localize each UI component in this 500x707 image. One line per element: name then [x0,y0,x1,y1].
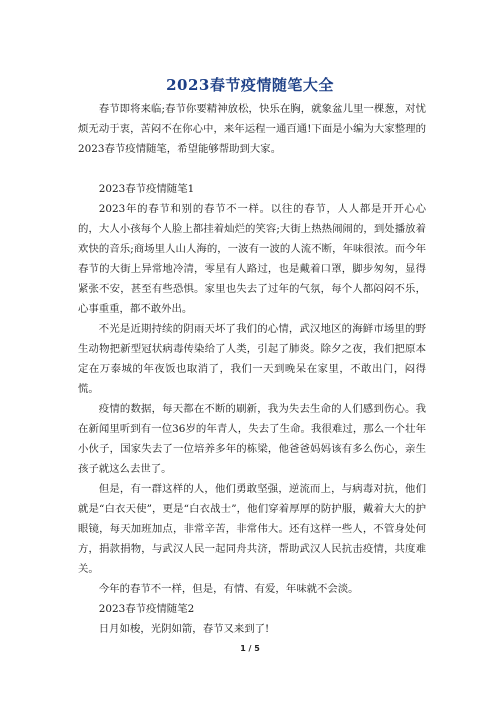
section1-paragraph-2: 不光是近期持续的阴雨天坏了我们的心情，武汉地区的海鲜市场里的野生动物把新型冠状病毒传染给了人类，引起了肺炎。除夕之夜，我们把原本定在万泰城的年夜饭也取消了，我们一天到晚呆在家里，不敢出门，闷得慌。 [78,323,426,395]
section2-paragraph-1: 日月如梭，光阴如箭，春节又来到了! [98,623,270,635]
section1-paragraph-3: 疫情的数据，每天都在不断的刷新，我为失去生命的人们感到伤心。我在新闻里听到有一位36岁的年青人，失去了生命。我很难过，那么一个壮年小伙子，国家失去了一位培养多年的栋梁，他爸爸妈妈该有多么伤心，亲生孩子就这么去世了。 [78,403,426,475]
section1-paragraph-1: 2023年的春节和别的春节不一样。以往的春节，人人都是开开心心的，大人小孩每个人脸上都挂着灿烂的笑容;大街上热热闹闹的，到处播放着欢快的音乐;商场里人山人海的，一波有一波的人流不断，年味很浓。而今年春节的大街上异常地冷清，零星有人路过，也是戴着口罩，脚步匆匆，显得紧张不安，甚至有些恐惧。家里也失去了过年的气氛，每个人都闷闷不乐，心事重重，都不敢外出。 [78,203,426,315]
section-heading-2: 2023春节疫情随笔2 [98,603,195,615]
intro-paragraph: 春节即将来临;春节你要精神放松，快乐在胸，就象盆儿里一棵葱，对忧烦无动于衷，苦闷不在你心中，来年运程一通百通!下面是小编为大家整理的2023春节疫情随笔，希望能够帮助到大家。 [78,103,426,155]
document-title: 2023春节疫情随笔大全 [166,76,334,94]
page-number: 1 / 5 [240,644,260,653]
section1-paragraph-5: 今年的春节不一样，但是，有情、有爱，年味就不会淡。 [98,583,359,595]
document-body [78,99,426,639]
section1-paragraph-4: 但是，有一群这样的人，他们勇敢坚强，逆流而上，与病毒对抗，他们就是“白衣天使”，更是“白衣战士”，他们穿着厚厚的防护服，戴着大大的护眼镜，每天加班加点，非常辛苦，非常伟大。还有这样一些人，不管身处何方，捐款捐物，与武汉人民一起同舟共济，帮助武汉人民抗击疫情，共度难关。 [78,483,426,575]
section-heading-1: 2023春节疫情随笔1 [98,183,195,195]
